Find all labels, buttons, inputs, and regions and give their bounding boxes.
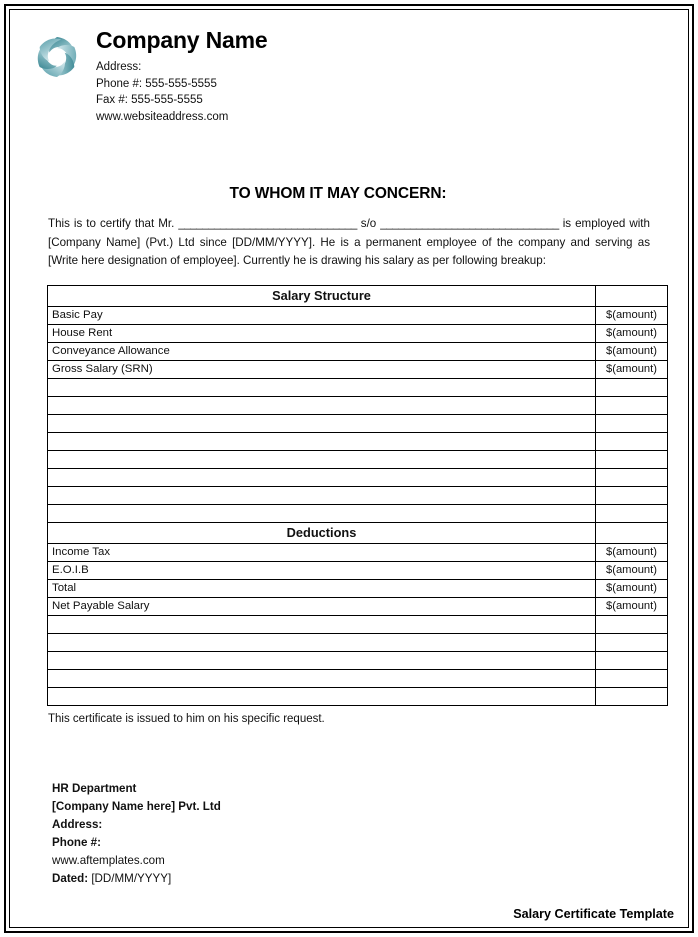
row-amount-empty (596, 615, 668, 633)
letterhead-text-block (96, 28, 267, 125)
row-label: Total (48, 579, 596, 597)
deductions-heading: Deductions (48, 522, 596, 543)
page-inner-border (9, 9, 689, 928)
table-row (48, 360, 668, 378)
row-amount-empty (596, 486, 668, 504)
row-label: E.O.I.B (48, 561, 596, 579)
table-row (48, 306, 668, 324)
table-row-empty (48, 432, 668, 450)
body-text-part3: is employed with [Company Name] (Pvt.) Ltd since [DD/MM/YYYY]. He is a permanent employee of the company and serving as [Write here designation of employee]. Currently he is drawing his salary as per following breakup: (48, 217, 650, 268)
table-row-empty (48, 486, 668, 504)
row-amount-empty (596, 378, 668, 396)
row-label-empty (48, 450, 596, 468)
row-label: Gross Salary (SRN) (48, 360, 596, 378)
table-row-empty (48, 615, 668, 633)
row-amount: $(amount) (596, 342, 668, 360)
salary-structure-heading-amount-cell (596, 285, 668, 306)
table-row (48, 324, 668, 342)
certificate-body-paragraph (48, 215, 650, 271)
table-row-empty (48, 468, 668, 486)
page-footer (10, 905, 688, 923)
row-amount-empty (596, 687, 668, 705)
row-amount-empty (596, 504, 668, 522)
signature-phone-label: Phone #: (52, 835, 101, 849)
page-outer-border (4, 4, 694, 933)
table-row (48, 561, 668, 579)
row-label-empty (48, 396, 596, 414)
table-row-empty (48, 504, 668, 522)
table-row-empty (48, 414, 668, 432)
table-row (48, 597, 668, 615)
table-row-empty (48, 651, 668, 669)
signature-dated-row (52, 870, 688, 888)
row-amount-empty (596, 414, 668, 432)
salary-structure-heading: Salary Structure (48, 285, 596, 306)
table-row (48, 342, 668, 360)
salary-table-body (48, 285, 668, 705)
closing-note: This certificate is issued to him on his specific request. (48, 712, 325, 725)
row-amount: $(amount) (596, 579, 668, 597)
row-amount-empty (596, 396, 668, 414)
dated-label: Dated: (52, 871, 89, 885)
company-name: Company Name (96, 27, 268, 53)
footer-title: Salary Certificate Template (513, 907, 674, 921)
row-amount: $(amount) (596, 360, 668, 378)
body-text-part1: This is to certify that Mr. (48, 217, 179, 231)
row-amount-empty (596, 468, 668, 486)
row-label: Net Payable Salary (48, 597, 596, 615)
table-row (48, 579, 668, 597)
row-label-empty (48, 615, 596, 633)
deductions-section-header-row (48, 522, 668, 543)
document-content (10, 10, 688, 927)
row-amount-empty (596, 669, 668, 687)
table-row-empty (48, 687, 668, 705)
row-amount-empty (596, 450, 668, 468)
hr-department-label: HR Department (52, 781, 137, 795)
table-row-empty (48, 633, 668, 651)
row-label-empty (48, 633, 596, 651)
row-amount: $(amount) (596, 543, 668, 561)
dated-value: [DD/MM/YYYY] (91, 871, 172, 885)
row-label-empty (48, 504, 596, 522)
salary-section-header-row (48, 285, 668, 306)
row-label-empty (48, 486, 596, 504)
row-amount: $(amount) (596, 324, 668, 342)
signature-address-label: Address: (52, 817, 103, 831)
company-fax: Fax #: 555-555-5555 (96, 94, 203, 107)
row-label-empty (48, 468, 596, 486)
row-label: Income Tax (48, 543, 596, 561)
company-address-label: Address: (96, 61, 142, 74)
company-website: www.websiteaddress.com (96, 110, 229, 123)
table-row (48, 543, 668, 561)
father-name-blank: ______________________________ (380, 217, 559, 231)
row-label: House Rent (48, 324, 596, 342)
row-amount-empty (596, 651, 668, 669)
body-text-part2: s/o (356, 217, 381, 231)
table-row-empty (48, 378, 668, 396)
row-label-empty (48, 414, 596, 432)
row-label-empty (48, 432, 596, 450)
page-title: TO WHOM IT MAY CONCERN: (229, 185, 447, 203)
salary-structure-table (47, 285, 668, 706)
deductions-heading-amount-cell (596, 522, 668, 543)
table-row-empty (48, 669, 668, 687)
company-phone: Phone #: 555-555-5555 (96, 77, 217, 90)
row-label: Basic Pay (48, 306, 596, 324)
row-amount: $(amount) (596, 306, 668, 324)
swirl-pinwheel-logo-icon (32, 32, 82, 82)
signature-block (52, 780, 688, 888)
row-amount-empty (596, 633, 668, 651)
row-label-empty (48, 669, 596, 687)
signature-website: www.aftemplates.com (52, 853, 165, 867)
employee-name-blank: ______________________________ (178, 217, 357, 231)
row-amount: $(amount) (596, 597, 668, 615)
row-amount-empty (596, 432, 668, 450)
table-row-empty (48, 450, 668, 468)
row-amount: $(amount) (596, 561, 668, 579)
signature-company-name: [Company Name here] Pvt. Ltd (52, 799, 221, 813)
row-label-empty (48, 651, 596, 669)
row-label-empty (48, 378, 596, 396)
row-label: Conveyance Allowance (48, 342, 596, 360)
letterhead (10, 10, 688, 125)
row-label-empty (48, 687, 596, 705)
table-row-empty (48, 396, 668, 414)
